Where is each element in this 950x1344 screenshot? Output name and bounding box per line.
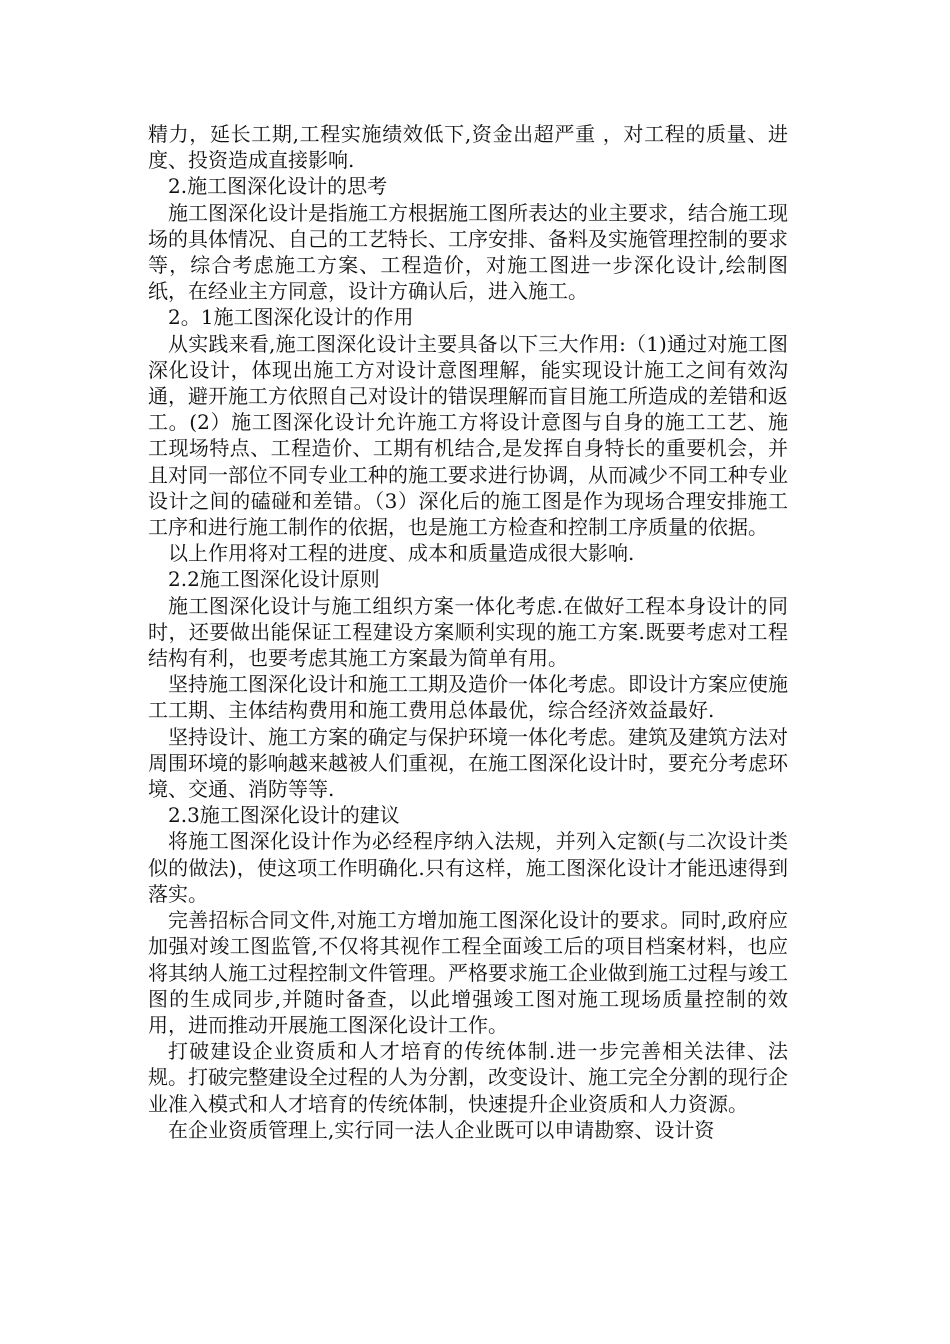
section-heading: 2.施工图深化设计的思考 — [168, 174, 388, 199]
paragraph: 精力，延长工期,工程实施绩效低下,资金出超严重 ，对工程的质量、进度、投资造成直接影响. — [148, 122, 788, 173]
paragraph: 坚持设计、施工方案的确定与保护环境一体化考虑。建筑及建筑方法对周围环境的影响越来越被人们重视，在施工图深化设计时，要充分考虑环境、交通、消防等等. — [148, 724, 788, 802]
paragraph: 完善招标合同文件,对施工方增加施工图深化设计的要求。同时,政府应加强对竣工图监管,不仅将其视作工程全面竣工后的项目档案材料，也应将其纳人施工过程控制文件管理。严格要求施工企业做到施工过程与竣工图的生成同步,并随时备查，以此增强竣工图对施工现场质量控制的效用，进而推动开展施工图深化设计工作。 — [148, 908, 788, 1037]
paragraph: 施工图深化设计是指施工方根据施工图所表达的业主要求，结合施工现场的具体情况、自己的工艺特长、工序安排、备料及实施管理控制的要求等，综合考虑施工方案、工程造价，对施工图进一步深化设计,绘制图纸，在经业主方同意，设计方确认后，进入施工。 — [148, 200, 788, 304]
paragraph: 从实践来看,施工图深化设计主要具备以下三大作用:（1)通过对施工图深化设计，体现出施工方对设计意图理解，能实现设计施工之间有效沟通，避开施工方依照自己对设计的错误理解而盲目施工所造成的差错和返工。(2）施工图深化设计允许施工方将设计意图与自身的施工工艺、施工现场特点、工程造价、工期有机结合,是发挥自身特长的重要机会，并且对同一部位不同专业工种的施工要求进行协调，从而减少不同工种专业设计之间的磕碰和差错。（3）深化后的施工图是作为现场合理安排施工工序和进行施工制作的依据，也是施工方检查和控制工序质量的依据。 — [148, 331, 788, 540]
paragraph: 施工图深化设计与施工组织方案一体化考虑.在做好工程本身设计的同时，还要做出能保证工程建设方案顺利实现的施工方案.既要考虑对工程结构有利，也要考虑其施工方案最为简单有用。 — [148, 593, 788, 671]
section-heading: 2.2施工图深化设计原则 — [168, 567, 380, 592]
section-heading: 2。1施工图深化设计的作用 — [168, 305, 414, 330]
paragraph: 打破建设企业资质和人才培育的传统体制.进一步完善相关法律、法规。打破完整建设全过程的人为分割，改变设计、施工完全分割的现行企业准入模式和人才培育的传统体制，快速提升企业资质和人力资源。 — [148, 1039, 788, 1116]
paragraph: 在企业资质管理上,实行同一法人企业既可以申请勘察、设计资 — [168, 1117, 715, 1142]
paragraph: 将施工图深化设计作为必经程序纳入法规，并列入定额(与二次设计类似的做法)，使这项工作明确化.只有这样，施工图深化设计才能迅速得到落实。 — [148, 829, 788, 906]
section-heading: 2.3施工图深化设计的建议 — [168, 803, 400, 828]
paragraph: 坚持施工图深化设计和施工工期及造价一体化考虑。即设计方案应使施工工期、主体结构费用和施工费用总体最优，综合经济效益最好. — [148, 672, 788, 723]
document-page — [148, 121, 788, 1143]
paragraph: 以上作用将对工程的进度、成本和质量造成很大影响. — [168, 541, 635, 566]
